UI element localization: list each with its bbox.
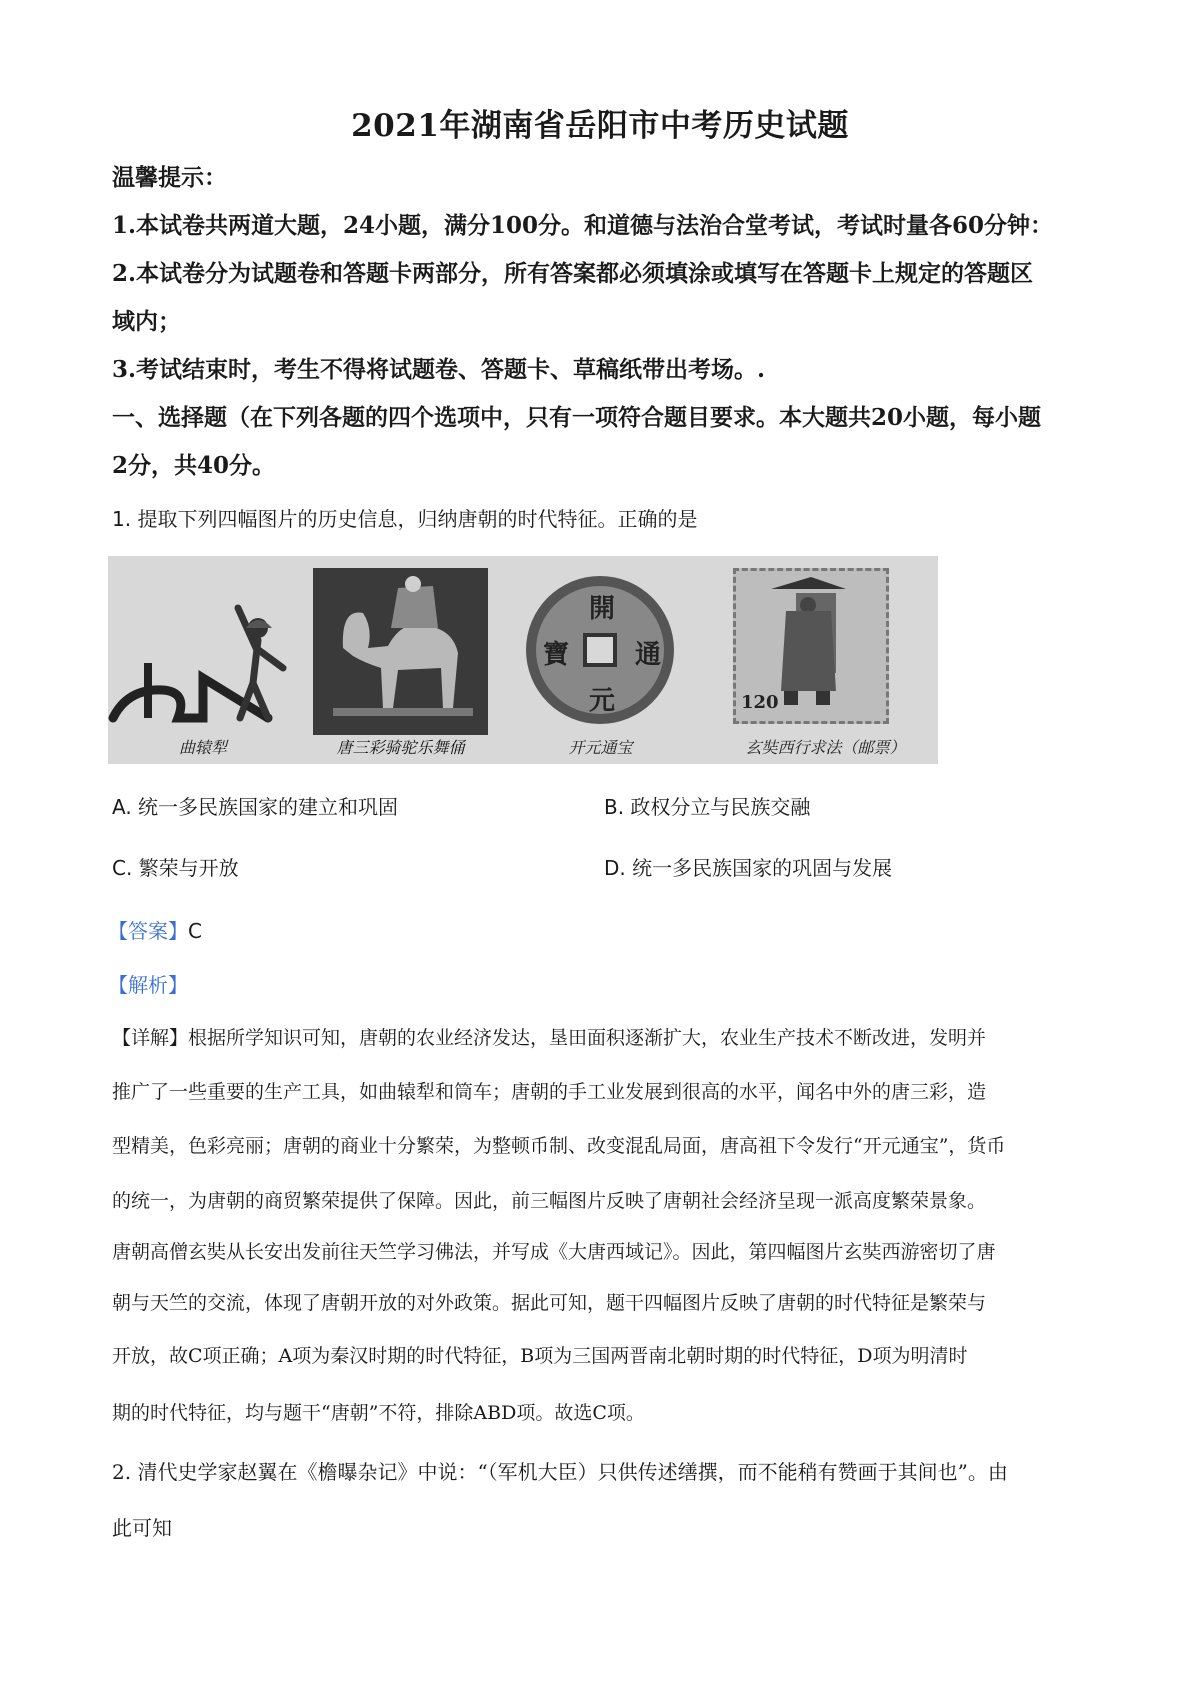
answer-line: [108, 916, 202, 946]
detail-line-6: 朝与天竺的交流，体现了唐朝开放的对外政策。据此可知，题干四幅图片反映了唐朝的时代特征是繁荣与: [112, 1292, 987, 1314]
caption-coin: 开元通宝: [568, 738, 633, 757]
detail-line-3: 型精美，色彩亮丽；唐朝的商业十分繁荣，为整顿币制、改变混乱局面，唐高祖下令发行“开元通宝”，货币: [112, 1135, 1006, 1157]
coin-char-bottom: 元: [589, 686, 616, 716]
option-b: B. 政权分立与民族交融: [604, 795, 811, 819]
detail-line-5: 唐朝高僧玄奘从长安出发前往天竺学习佛法，并写成《大唐西域记》。因此，第四幅图片玄奘西游密切了唐: [112, 1241, 996, 1263]
tip-line-2b: 域内；: [112, 308, 181, 335]
plough-panel: [108, 568, 298, 756]
tips-heading: 温馨提示：: [112, 164, 227, 191]
tip-line-2a: 2.本试卷分为试题卷和答题卡两部分，所有答案都必须填涂或填写在答题卡上规定的答题区: [112, 260, 1034, 287]
question-2-stem-2: 此可知: [112, 1516, 172, 1540]
coin-char-right: 通: [635, 640, 662, 670]
tip-line-1: 1.本试卷共两道大题，24小题，满分100分。和道德与法治合堂考试，考试时量各60分钟：: [112, 212, 1054, 239]
detail-line-8: 期的时代特征，均与题干“唐朝”不符，排除ABD项。故选C项。: [112, 1402, 645, 1424]
question-1-figure: [108, 556, 938, 764]
stamp-value: 120: [741, 692, 779, 713]
detail-line-2: 推广了一些重要的生产工具，如曲辕犁和筒车；唐朝的手工业发展到很高的水平，闻名中外的唐三彩，造: [112, 1081, 987, 1103]
caption-stamp: 玄奘西行求法（邮票）: [745, 738, 906, 757]
caption-plough: 曲辕犁: [178, 738, 227, 757]
caption-camel: 唐三彩骑驼乐舞俑: [313, 735, 488, 758]
section-heading-1a: 一、选择题（在下列各题的四个选项中，只有一项符合题目要求。本大题共20小题，每小题: [112, 404, 1042, 431]
plough-illustration: [108, 568, 298, 756]
question-1-stem: 1. 提取下列四幅图片的历史信息，归纳唐朝的时代特征。正确的是: [112, 507, 698, 531]
detail-line-4: 的统一，为唐朝的商贸繁荣提供了保障。因此，前三幅图片反映了唐朝社会经济呈现一派高度繁荣景象。: [112, 1190, 987, 1212]
camel-panel: [313, 568, 488, 756]
question-2-stem-1: 2. 清代史学家赵翼在《檐曝杂记》中说：“（军机大臣）只供传述缮撰，而不能稍有赞画于其间也”。由: [112, 1460, 1008, 1484]
answer-tag: 【答案】: [108, 919, 188, 943]
option-a: A. 统一多民族国家的建立和巩固: [112, 795, 399, 819]
coin-char-left: 寶: [543, 640, 570, 670]
detail-line-1: 【详解】根据所学知识可知，唐朝的农业经济发达，垦田面积逐渐扩大，农业生产技术不断改进，发明并: [112, 1027, 987, 1049]
detail-tag: 【详解】: [112, 1027, 189, 1049]
option-c: C. 繁荣与开放: [112, 856, 239, 880]
analysis-tag: 【解析】: [108, 973, 188, 997]
coin-char-top: 開: [589, 594, 616, 624]
camel-figurine: [313, 568, 488, 728]
coin-panel: [503, 568, 698, 756]
answer-value: C: [188, 919, 202, 943]
tip-line-3: 3.考试结束时，考生不得将试题卷、答题卡、草稿纸带出考场。.: [112, 356, 766, 383]
page-title: 2021年湖南省岳阳市中考历史试题: [351, 108, 849, 144]
section-heading-1b: 2分，共40分。: [112, 452, 276, 479]
analysis-line: [108, 970, 188, 1000]
detail-line-7: 开放，故C项正确；A项为秦汉时期的时代特征，B项为三国两晋南北朝时期的时代特征，D项为明清时: [112, 1345, 968, 1367]
option-d: D. 统一多民族国家的巩固与发展: [604, 856, 893, 880]
stamp-panel: [713, 568, 938, 756]
